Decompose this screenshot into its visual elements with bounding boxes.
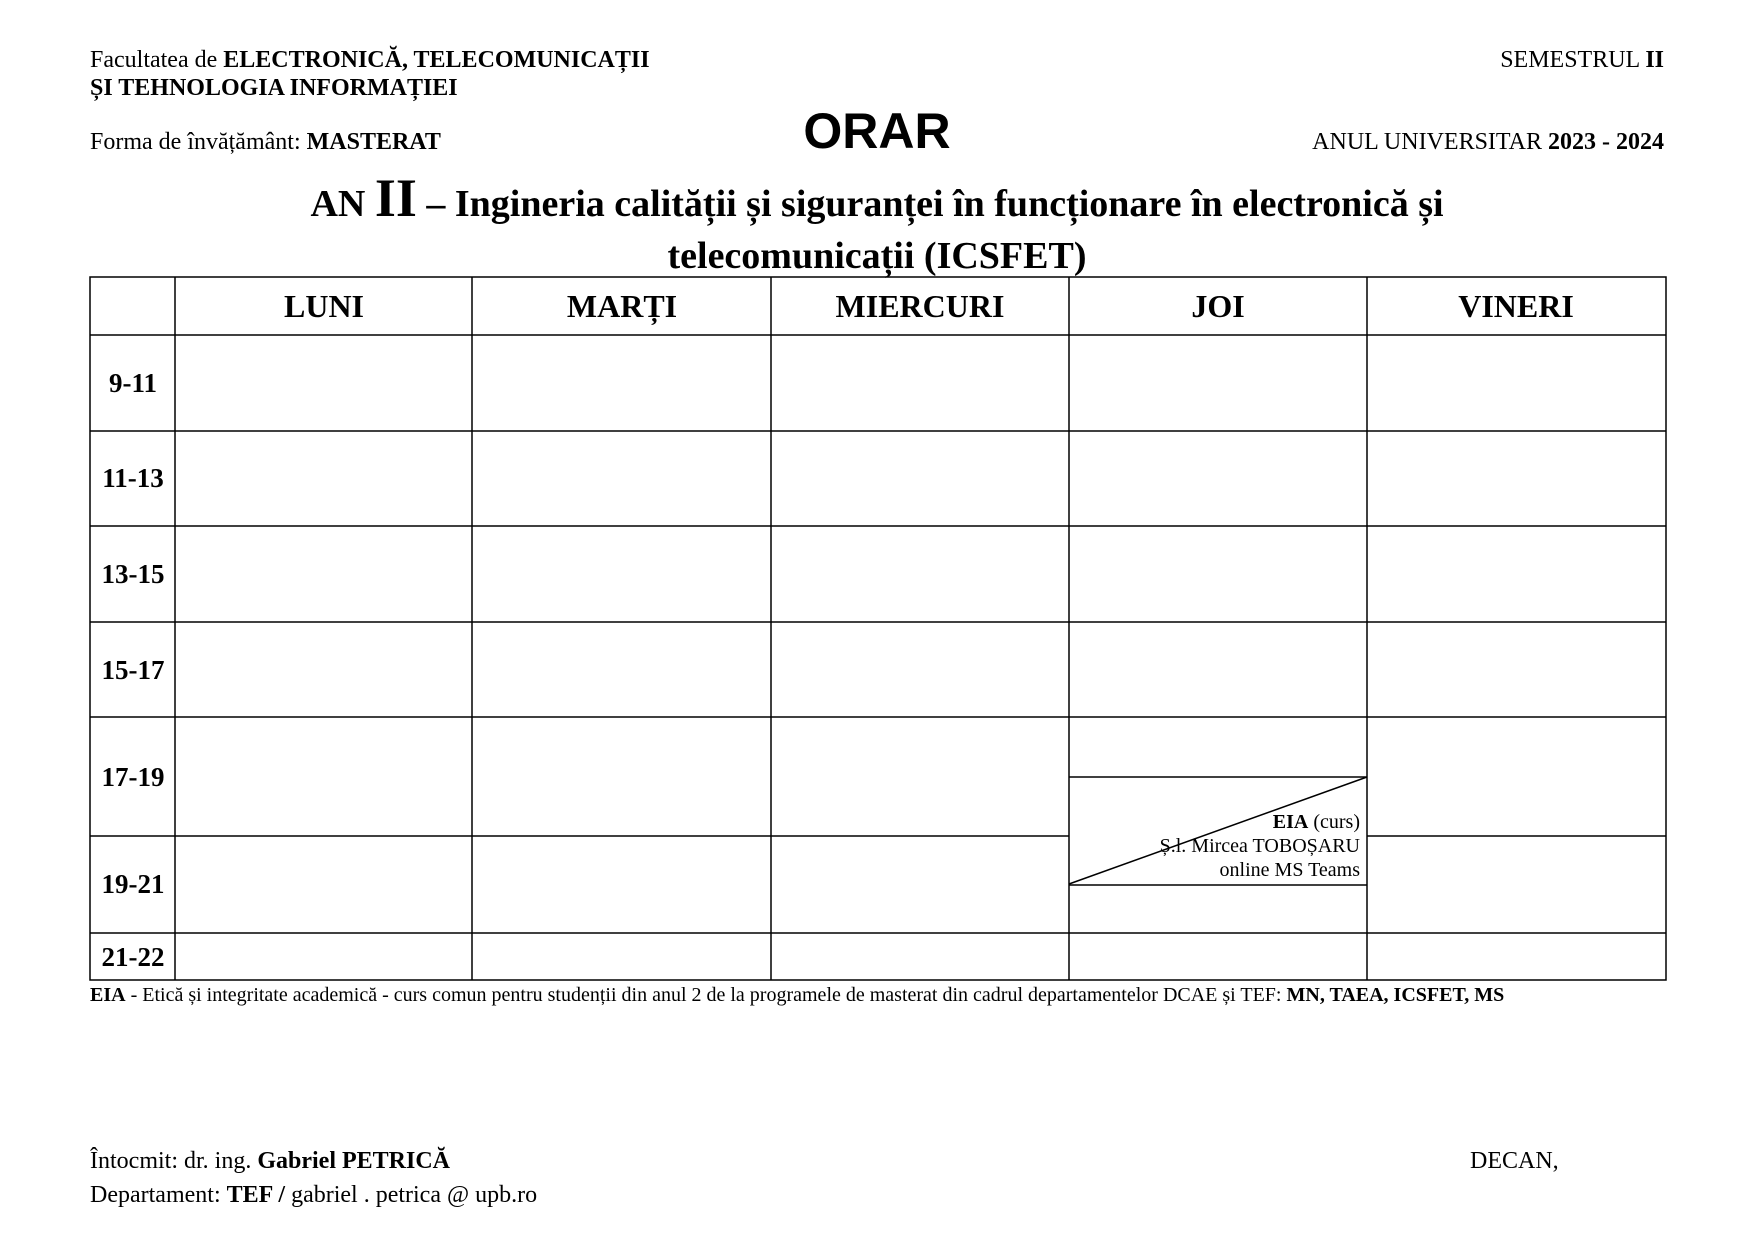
time-slot: 11-13 xyxy=(102,463,164,493)
page-title: ORAR xyxy=(803,103,951,159)
semester-value: II xyxy=(1645,47,1664,73)
study-form-value: MASTERAT xyxy=(306,129,441,155)
prepared-name: Gabriel PETRICĂ xyxy=(257,1148,450,1174)
course-type: (curs) xyxy=(1313,811,1360,833)
footnote-programs: MN, TAEA, ICSFET, MS xyxy=(1286,984,1505,1006)
time-slot: 15-17 xyxy=(101,655,165,685)
course-abbr: EIA xyxy=(1272,811,1309,833)
program-name-line2: telecomunicații (ICSFET) xyxy=(667,235,1087,277)
course-location: online MS Teams xyxy=(1219,859,1360,881)
semester-label: SEMESTRUL xyxy=(1500,47,1646,73)
footnote-text: - Etică și integritate academică - curs comun pentru studenții din anul 2 de la programele de masterat din cadrul departamentelor DCAE și TEF: xyxy=(125,984,1287,1006)
course-teacher: Ș.l. Mircea TOBOȘARU xyxy=(1159,835,1360,857)
program-name-line1: – Ingineria calității și siguranței în funcționare în electronică și xyxy=(416,183,1444,225)
timetable-border xyxy=(90,277,1666,980)
footnote-abbr: EIA xyxy=(90,984,126,1006)
day-header-luni: LUNI xyxy=(283,288,364,324)
academic-year-value: 2023 - 2024 xyxy=(1548,129,1664,155)
an-value: II xyxy=(374,168,417,228)
dean-signature-label: DECAN, xyxy=(1470,1148,1559,1174)
time-slot: 21-22 xyxy=(101,942,165,972)
faculty-name-line2: ȘI TEHNOLOGIA INFORMAȚIEI xyxy=(90,75,458,101)
contact-email: gabriel . petrica @ upb.ro xyxy=(285,1182,538,1208)
faculty-prefix: Facultatea de xyxy=(90,47,224,73)
study-form-label: Forma de învățământ: xyxy=(90,129,307,155)
faculty-block xyxy=(90,46,650,102)
day-header-marti: MARȚI xyxy=(566,288,678,324)
dept-value: TEF / xyxy=(226,1182,286,1208)
faculty-name-line1: ELECTRONICĂ, TELECOMUNICAȚII xyxy=(223,47,650,73)
day-header-miercuri: MIERCURI xyxy=(835,288,1005,324)
time-slot: 19-21 xyxy=(101,869,165,899)
semester xyxy=(1500,46,1664,74)
footnote xyxy=(90,983,1504,1007)
prepared-label: Întocmit: dr. ing. xyxy=(90,1148,258,1174)
time-slot: 9-11 xyxy=(108,368,157,398)
prepared-by-block xyxy=(90,1144,537,1212)
dept-label: Departament: xyxy=(90,1182,227,1208)
course-entry-eia xyxy=(1066,810,1360,882)
program-title xyxy=(200,168,1554,282)
day-header-vineri: VINERI xyxy=(1458,288,1574,324)
time-slot: 13-15 xyxy=(101,559,165,589)
time-slot: 17-19 xyxy=(101,762,165,792)
academic-year-label: ANUL UNIVERSITAR xyxy=(1312,129,1548,155)
an-label: AN xyxy=(310,183,375,225)
day-header-joi: JOI xyxy=(1191,288,1245,324)
